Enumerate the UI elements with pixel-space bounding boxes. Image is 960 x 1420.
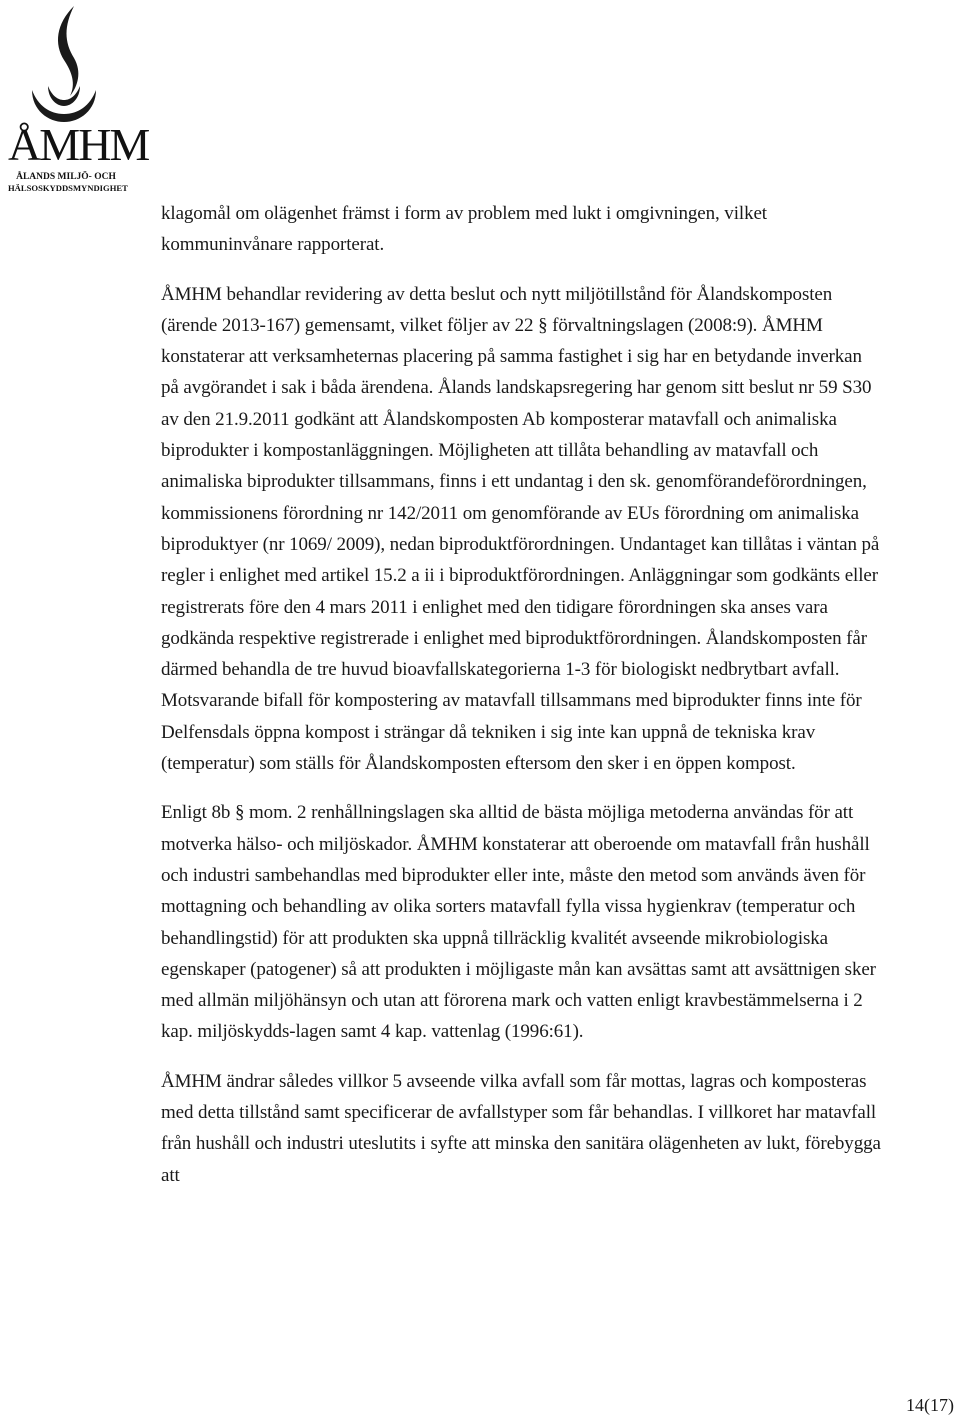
paragraph-4: ÅMHM ändrar således villkor 5 avseende vilka avfall som får mottas, lagras och komposteras med detta tillstånd samt specificerar de avfallstyper som får behandlas. I villkoret har matavfall från hushåll och industri uteslutits i syfte att minska den sanitära olägenheten av lukt, förebygga att (161, 1070, 881, 1186)
logo (4, 2, 149, 193)
paragraph-3: Enligt 8b § mom. 2 renhållningslagen ska alltid de bästa möjliga metoderna användas för att motverka hälso- och miljöskador. ÅMHM konstaterar att oberoende om matavfall från hushåll och industri sambehandlas med biprodukter eller inte, måste den metod som används även för mottagning och behandling av olika sorters matavfall fylla vissa hygienkrav (temperatur och behandlingstid) för att produkten ska uppnå tillräcklig kvalitét avseende mikrobiologiska egenskaper (patogener) så att produkten i möjligaste mån kan avsättas samt att avsättnigen sker med allmän miljöhänsyn och utan att förorena mark och vatten enligt kravbestämmelserna i 2 kap. miljöskydds-lagen samt 4 kap. vattenlag (1996:61). (161, 802, 876, 1043)
logo-wordmark: ÅMHM (8, 119, 149, 170)
logo-subtitle-line2: HÄLSOSKYDDSMYNDIGHET (8, 183, 128, 193)
page-number: 14(17) (906, 1395, 954, 1415)
logo-subtitle-line1: ÅLANDS MILJÖ- OCH (16, 172, 116, 182)
document-body (161, 198, 881, 1209)
paragraph-2: ÅMHM behandlar revidering av detta beslut och nytt miljötillstånd för Ålandskomposten (ärende 2013-167) gemensamt, vilket följer av 22 § förvaltningslagen (2008:9). ÅMHM konstaterar att verksamheternas placering på samma fastighet i sig har en betydande inverkan på avgörandet i sak i båda ärendena. Ålands landskapsregering har genom sitt beslut nr 59 S30 av den 21.9.2011 godkänt att Ålandskomposten Ab komposterar matavfall och animaliska biprodukter i kompostanläggningen. Möjligheten att tillåta behandling av matavfall och animaliska biprodukter tillsammans, finns i ett undantag i den sk. genomförandeförordningen, kommissionens förordning nr 142/2011 om genomförande av EUs förordning om animaliska biproduktyer (nr 1069/ 2009), nedan biproduktförordningen. Undantaget kan tillåtas i väntan på regler i enlighet med artikel 15.2 a ii i biproduktförordningen. Anläggningar som godkänts eller registrerats före den 4 mars 2011 i enlighet med den tidigare förordningen ska anses vara godkända respektive registrerade i enlighet med biproduktförordningen. Ålandskomposten får därmed behandla de tre huvud bioavfallskategorierna 1-3 för biologiskt nedbrytbart avfall. Motsvarande bifall för kompostering av matavfall tillsammans med biprodukter finns inte för Delfensdals öppna kompost i strängar då tekniken i sig inte kan uppnå de tekniska krav (temperatur) som ställs för Ålandskomposten eftersom den sker i en öppen kompost. (161, 283, 880, 775)
flame-drop-icon (4, 2, 122, 127)
paragraph-1: klagomål om olägenhet främst i form av problem med lukt i omgivningen, vilket kommuninvånare rapporterat. (161, 203, 767, 256)
